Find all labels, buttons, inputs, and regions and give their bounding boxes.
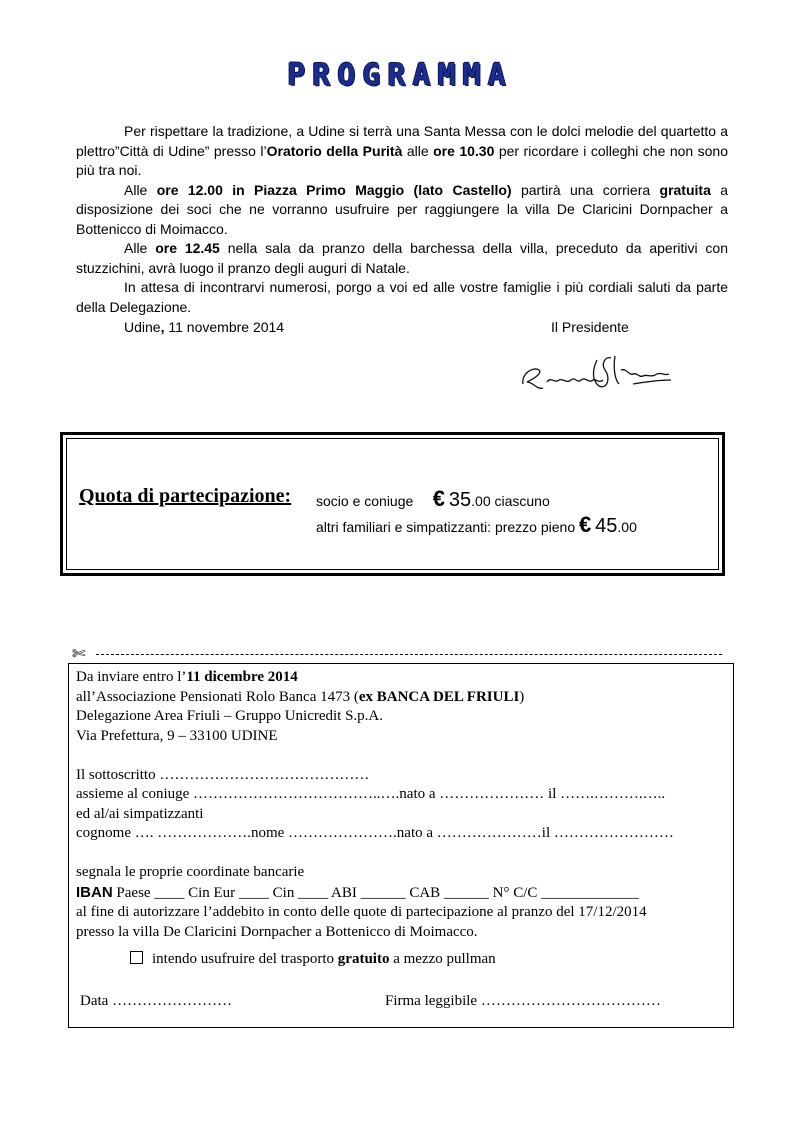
text-run: Oratorio della Purità: [266, 142, 403, 159]
date-field[interactable]: Data ……………………: [80, 992, 233, 1009]
member-amount: 35: [448, 489, 472, 511]
bank-name: ex BANCA DEL FRIULI: [358, 688, 520, 705]
scissors-icon: ✄: [72, 646, 86, 663]
text-run: ore 12.00 in Piazza Primo Maggio (lato Castello): [156, 181, 512, 198]
intro-paragraph-1: [76, 122, 728, 181]
iban-field[interactable]: [76, 883, 724, 904]
text-run: partirà una corriera: [511, 181, 660, 198]
euro-symbol-1: €: [432, 486, 445, 511]
transport-checkbox[interactable]: [130, 951, 143, 964]
undersigned-field[interactable]: Il sottoscritto ……………………………………: [76, 766, 370, 783]
delegation-line: Delegazione Area Friuli – Gruppo Unicredit S.p.A.: [76, 708, 384, 724]
intro-paragraph-2: [76, 181, 728, 240]
transport-free: gratuito: [337, 951, 390, 967]
iban-fields[interactable]: Paese ____ Cin Eur ____ Cin ____ ABI ______ CAB ______ N° C/C _____________: [112, 884, 639, 901]
place-comma: ,: [160, 319, 165, 335]
president-signature: [515, 350, 675, 400]
intro-paragraph-4: [76, 278, 728, 317]
member-decimals: .00: [471, 493, 491, 509]
page-title: PROGRAMMA: [287, 58, 513, 93]
spouse-field[interactable]: assieme al coniuge ………………………………..….nato a ………………… il …….……….…..: [76, 786, 666, 802]
family-label: altri familiari e simpatizzanti: prezzo pieno: [316, 519, 576, 535]
authorize-line: al fine di autorizzare l’addebito in conto delle quote di partecipazione al pranzo del 17/12/2014: [76, 904, 647, 920]
association-line: all’Associazione Pensionati Rolo Banca 1473 (ex BANCA DEL FRIULI): [76, 688, 525, 705]
intro-paragraph-3: [76, 239, 728, 278]
text-run: Per rispettare la tradizione, a Udine si terrà una Santa Messa con le dolci melodie del quartetto a plettro”Città di Udine” presso l’: [76, 123, 728, 159]
venue-line: presso la villa De Claricini Dornpacher a Bottenicco di Moimacco.: [76, 923, 478, 940]
cut-line: [72, 646, 722, 664]
signature-text: Riccardo Sgl Maslizo: [515, 350, 524, 351]
family-decimals: .00: [617, 519, 637, 535]
family-amount: 45: [595, 515, 618, 537]
send-deadline: Da inviare entro l’11 dicembre 2014: [76, 669, 298, 685]
text-run: ore 10.30: [433, 142, 495, 159]
text-run: alle: [402, 142, 434, 159]
quota-line-member: [316, 486, 550, 512]
place: Udine: [124, 319, 161, 335]
text-run: a disposizione dei soci che ne vorranno usufruire per raggiungere la villa De Claricini Dornpacher a Bottenicco di Moimacco.: [76, 181, 728, 237]
dashed-separator: [96, 654, 722, 655]
text-run: ore 12.45: [155, 240, 220, 256]
text-run: per ricordare i colleghi che non sono più tra noi.: [76, 142, 729, 178]
sympathizer-name-field[interactable]: cognome …. ……………….nome ………………….nato a …………………il ……………………: [76, 825, 674, 841]
quota-line-family: [316, 512, 637, 538]
member-label: socio e coniuge: [316, 493, 414, 509]
euro-symbol-2: €: [579, 512, 592, 537]
intro-text: [76, 122, 728, 317]
iban-label: IBAN: [76, 883, 113, 901]
bank-intro: segnala le proprie coordinate bancarie: [76, 864, 305, 880]
quota-label: Quota di partecipazione:: [79, 485, 292, 507]
member-suffix: ciascuno: [494, 493, 550, 509]
text-run: nella sala da pranzo della barchessa della villa, preceduto da aperitivi con stuzzichini, avrà luogo il pranzo degli auguri di Natale.: [76, 240, 728, 276]
letter-date: 11 novembre 2014: [164, 319, 285, 335]
address-line: Via Prefettura, 9 – 33100 UDINE: [76, 727, 278, 744]
text-run: Alle: [124, 240, 156, 256]
signature-field[interactable]: Firma leggibile ………………………………: [385, 992, 661, 1009]
text-run: In attesa di incontrarvi numerosi, porgo a voi ed alle vostre famiglie i più cordiali saluti da parte della Delegazione.: [76, 279, 728, 315]
registration-form: [76, 668, 724, 1012]
president-label: Il Presidente: [551, 319, 629, 335]
deadline-date: 11 dicembre 2014: [186, 669, 298, 685]
transport-option[interactable]: intendo usufruire del trasporto gratuito a mezzo pullman: [130, 950, 724, 970]
place-date: [124, 319, 284, 335]
sympathizers-label: ed al/ai simpatizzanti: [76, 805, 204, 822]
text-run: Alle: [124, 181, 157, 198]
text-run: gratuita: [659, 181, 711, 198]
